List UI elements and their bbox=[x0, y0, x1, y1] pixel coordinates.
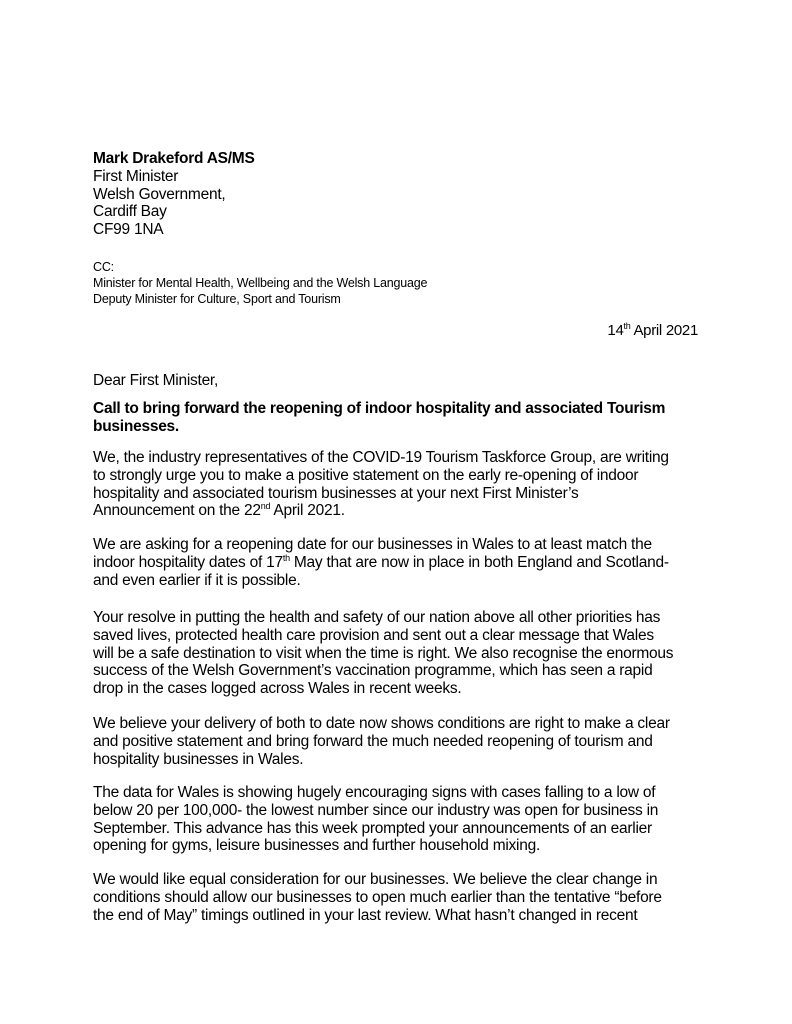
text-line: We believe your delivery of both to date now shows conditions are right to make a clear bbox=[93, 715, 670, 732]
text-part: April 2021. bbox=[270, 502, 345, 520]
text-line: below 20 per 100,000- the lowest number since our industry was open for business in bbox=[93, 801, 659, 819]
text-line: conditions should allow our businesses to open much earlier than the tentative “before bbox=[93, 888, 662, 906]
text-line bbox=[93, 502, 669, 520]
text-part: May that are now in place in both England and Scotland- bbox=[289, 553, 669, 571]
address-line: Welsh Government, bbox=[93, 185, 226, 203]
text-line: saved lives, protected health care provision and sent out a clear message that Wales bbox=[93, 626, 654, 644]
salutation bbox=[93, 372, 218, 390]
date-suffix: th bbox=[623, 321, 631, 331]
salutation-text: Dear First Minister, bbox=[93, 372, 219, 389]
text-line: hospitality and associated tourism businesses at your next First Minister’s bbox=[93, 484, 579, 502]
text-line: the end of May” timings outlined in your last review. What hasn’t changed in recent bbox=[93, 906, 638, 924]
paragraph-2 bbox=[93, 536, 669, 589]
letter-date bbox=[607, 322, 698, 339]
address-line: First Minister bbox=[93, 167, 179, 185]
paragraph-6 bbox=[93, 871, 662, 924]
ordinal-suffix: nd bbox=[260, 501, 271, 512]
text-line: We would like equal consideration for our businesses. We believe the clear change in bbox=[93, 871, 658, 888]
text-line: Your resolve in putting the health and safety of our nation above all other priorities has bbox=[93, 609, 661, 626]
text-line: to strongly urge you to make a positive statement on the early re-opening of indoor bbox=[93, 466, 639, 484]
cc-line: Deputy Minister for Culture, Sport and Tourism bbox=[93, 292, 341, 306]
date-day: 14 bbox=[607, 322, 624, 339]
text-line: We are asking for a reopening date for our businesses in Wales to at least match the bbox=[93, 536, 652, 553]
subject-line: businesses. bbox=[93, 417, 179, 435]
ordinal-suffix: th bbox=[282, 552, 290, 563]
text-line: hospitality businesses in Wales. bbox=[93, 750, 304, 768]
address-line: Cardiff Bay bbox=[93, 203, 167, 221]
text-line: and even earlier if it is possible. bbox=[93, 571, 301, 589]
cc-label: CC: bbox=[93, 260, 114, 274]
text-line bbox=[93, 554, 669, 572]
subject-heading bbox=[93, 400, 665, 436]
text-part: Announcement on the 22 bbox=[93, 502, 261, 520]
paragraph-3 bbox=[93, 609, 673, 698]
cc-block bbox=[93, 259, 427, 307]
text-line: September. This advance has this week prompted your announcements of an earlier bbox=[93, 819, 652, 837]
text-line: drop in the cases logged across Wales in recent weeks. bbox=[93, 680, 462, 698]
address-line: CF99 1NA bbox=[93, 221, 164, 239]
paragraph-5 bbox=[93, 784, 658, 855]
text-line: success of the Welsh Government’s vaccination programme, which has seen a rapid bbox=[93, 662, 653, 680]
text-line: will be a safe destination to visit when the time is right. We also recognise the enormous bbox=[93, 644, 674, 662]
cc-line: Minister for Mental Health, Wellbeing and the Welsh Language bbox=[93, 276, 428, 290]
paragraph-4 bbox=[93, 715, 670, 768]
recipient-address bbox=[93, 150, 255, 239]
text-line: The data for Wales is showing hugely encouraging signs with cases falling to a low of bbox=[93, 784, 656, 801]
text-line: opening for gyms, leisure businesses and further household mixing. bbox=[93, 837, 541, 855]
text-line: and positive statement and bring forward the much needed reopening of tourism and bbox=[93, 732, 653, 750]
paragraph-1 bbox=[93, 449, 669, 520]
subject-line: Call to bring forward the reopening of indoor hospitality and associated Tourism bbox=[93, 400, 666, 417]
recipient-name: Mark Drakeford AS/MS bbox=[93, 150, 255, 167]
text-line: We, the industry representatives of the COVID-19 Tourism Taskforce Group, are writing bbox=[93, 449, 669, 466]
date-rest: April 2021 bbox=[630, 322, 698, 339]
text-part: indoor hospitality dates of 17 bbox=[93, 553, 283, 571]
